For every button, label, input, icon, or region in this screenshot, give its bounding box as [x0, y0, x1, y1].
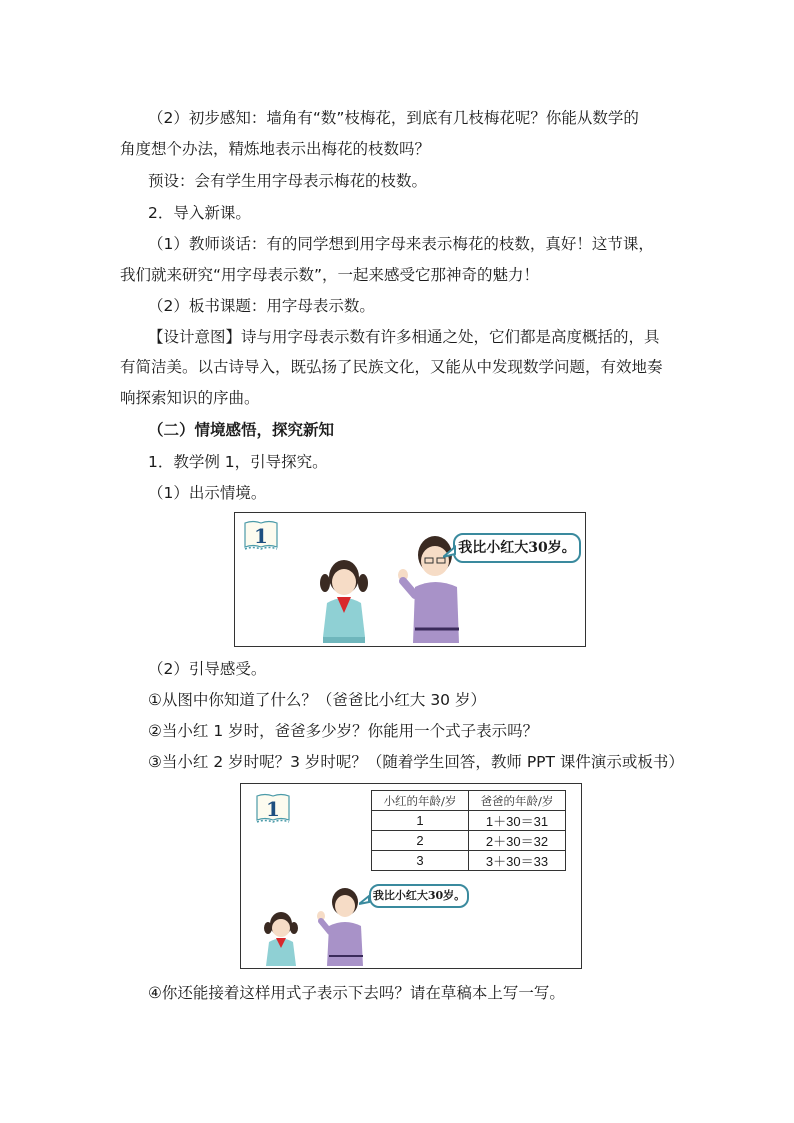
paragraph-line: ④你还能接着这样用式子表示下去吗？请在草稿本上写一写。: [148, 984, 565, 1002]
table-cell: 3: [372, 851, 469, 871]
example-number: 1: [266, 797, 280, 821]
paragraph-line: ②当小红 1 岁时，爸爸多少岁？你能用一个式子表示吗？: [148, 722, 539, 740]
table-cell: 3＋30＝33: [469, 851, 566, 871]
paragraph-line: （1）出示情境。: [148, 484, 267, 502]
paragraph-line: 【设计意图】诗与用字母表示数有许多相通之处，它们都是高度概括的，具: [148, 328, 660, 346]
paragraph-line: 预设：会有学生用字母表示梅花的枝数。: [148, 172, 428, 190]
age-table: [371, 790, 566, 871]
paragraph-line: 我们就来研究“用字母表示数”，一起来感受它那神奇的魅力！: [120, 266, 540, 284]
speech-text: 我比小红大30岁。: [458, 540, 576, 556]
paragraph-line: ③当小红 2 岁时呢？3 岁时呢？（随着学生回答，教师 PPT 课件演示或板书）: [148, 753, 684, 771]
figure-example-1-table: [240, 783, 582, 969]
paragraph-line: ①从图中你知道了什么？（爸爸比小红大 30 岁）: [148, 691, 486, 709]
table-cell: 1＋30＝31: [469, 811, 566, 831]
example-number: 1: [254, 524, 268, 548]
figure-example-1: [234, 512, 586, 647]
speech-bubble: [369, 884, 469, 908]
paragraph-line: 有简洁美。以古诗导入，既弘扬了民族文化，又能从中发现数学问题，有效地奏: [120, 358, 663, 376]
table-row: [372, 831, 566, 851]
paragraph-line: 1．教学例 1，引导探究。: [148, 453, 328, 471]
table-cell: 2＋30＝32: [469, 831, 566, 851]
speech-bubble: [453, 533, 581, 563]
speech-text: 我比小红大30岁。: [372, 889, 466, 902]
table-cell: 1: [372, 811, 469, 831]
girl-illustration: [315, 555, 373, 645]
table-row: [372, 851, 566, 871]
column-header: 小红的年龄/岁: [372, 791, 469, 811]
section-heading: （二）情境感悟，探究新知: [148, 421, 335, 439]
table-cell: 2: [372, 831, 469, 851]
example-badge: [243, 519, 279, 553]
paragraph-line: （1）教师谈话：有的同学想到用字母来表示梅花的枝数，真好！这节课，: [148, 235, 654, 253]
paragraph-line: 响探索知识的序曲。: [120, 389, 260, 407]
table-header-row: [372, 791, 566, 811]
column-header: 爸爸的年龄/岁: [469, 791, 566, 811]
speech-tail: [359, 894, 371, 906]
table-row: [372, 811, 566, 831]
example-badge: [255, 792, 291, 826]
paragraph-line: （2）引导感受。: [148, 660, 267, 678]
paragraph-line: 2．导入新课。: [148, 204, 251, 222]
paragraph-line: 角度想个办法，精炼地表示出梅花的枝数吗？: [120, 140, 431, 158]
speech-tail: [443, 545, 457, 559]
paragraph-line: （2）板书课题：用字母表示数。: [148, 297, 375, 315]
girl-illustration: [261, 910, 301, 968]
paragraph-line: （2）初步感知：墙角有“数”枝梅花，到底有几枝梅花呢？你能从数学的: [148, 109, 639, 127]
